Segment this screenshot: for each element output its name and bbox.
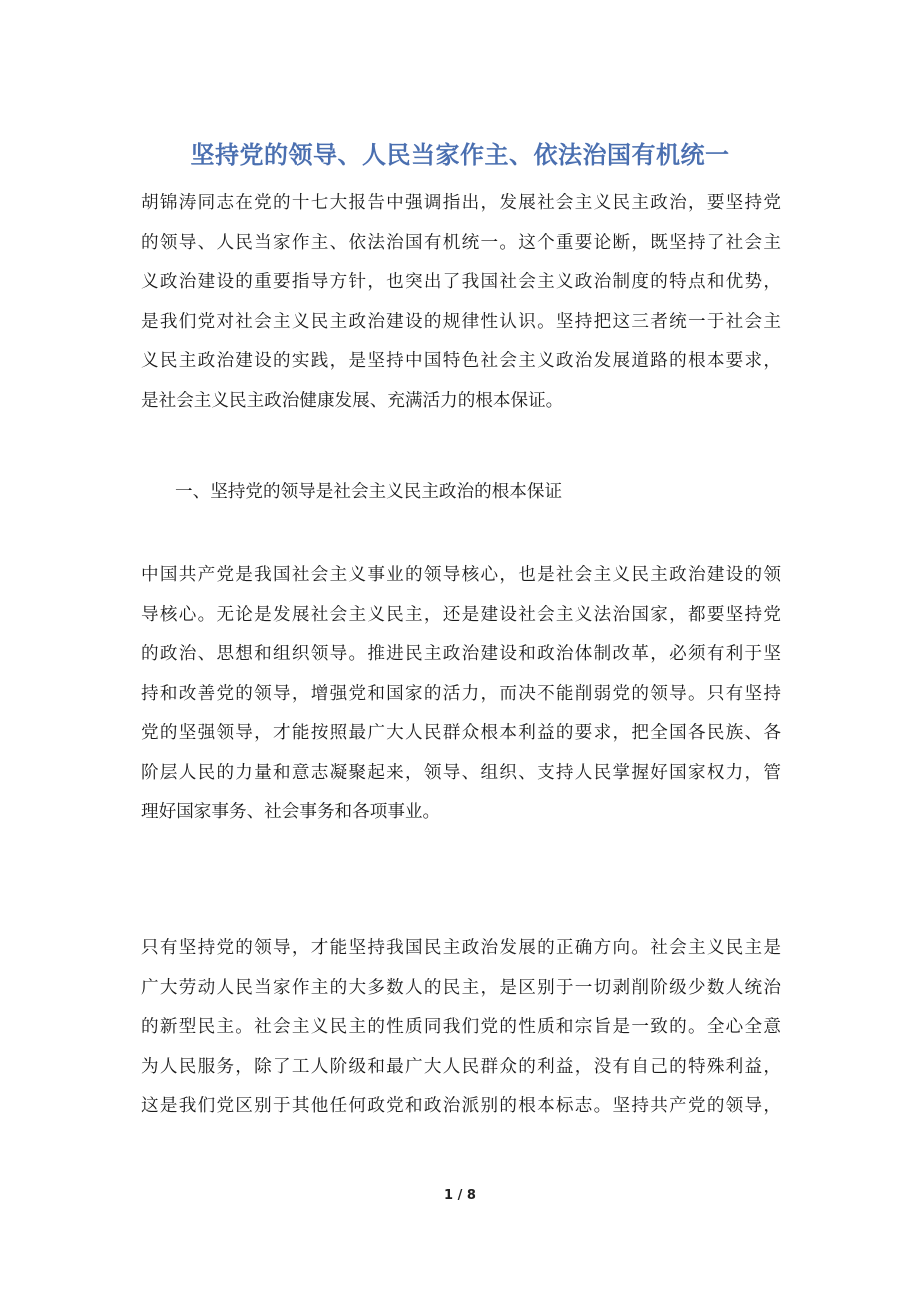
paragraph-section1-a	[141, 556, 781, 833]
text-line: 只有坚持党的领导，才能坚持我国民主政治发展的正确方向。社会主义民主是	[141, 938, 781, 958]
paragraph-section1-b	[141, 929, 781, 1127]
text-line: 胡锦涛同志在党的十七大报告中强调指出，发展社会主义民主政治，要坚持党	[141, 193, 781, 213]
text-line: 的领导、人民当家作主、依法治国有机统一。这个重要论断，既坚持了社会主	[141, 232, 781, 253]
text-line: 导核心。无论是发展社会主义民主，还是建设社会主义法治国家，都要坚持党	[141, 604, 781, 625]
paragraph-intro	[141, 184, 781, 421]
text-line: 阶层人民的力量和意志凝聚起来，领导、组织、支持人民掌握好国家权力，管	[141, 762, 781, 783]
text-line: 是我们党对社会主义民主政治建设的规律性认识。坚持把这三者统一于社会主	[141, 311, 781, 332]
text-line: 义政治建设的重要指导方针，也突出了我国社会主义政治制度的特点和优势，	[141, 272, 781, 292]
page-number: 1 / 8	[444, 1188, 476, 1203]
text-line: 为人民服务，除了工人阶级和最广大人民群众的利益，没有自己的特殊利益，	[141, 1056, 781, 1077]
text-line: 的政治、思想和组织领导。推进民主政治建设和政治体制改革，必须有利于坚	[141, 644, 781, 664]
text-line: 党的坚强领导，才能按照最广大人民群众根本利益的要求，把全国各民族、各	[141, 723, 781, 743]
text-line: 中国共产党是我国社会主义事业的领导核心，也是社会主义民主政治建设的领	[141, 565, 781, 585]
text-line: 这是我们党区别于其他任何政党和政治派别的根本标志。坚持共产党的领导，	[141, 1096, 781, 1116]
text-line: 广大劳动人民当家作主的大多数人的民主，是区别于一切剥削阶级少数人统治	[141, 977, 781, 998]
text-line: 的新型民主。社会主义民主的性质同我们党的性质和宗旨是一致的。全心全意	[141, 1017, 781, 1037]
text-line: 持和改善党的领导，增强党和国家的活力，而决不能削弱党的领导。只有坚持	[141, 683, 781, 704]
text-line: 是社会主义民主政治健康发展、充满活力的根本保证。	[141, 390, 564, 411]
document-title: 坚持党的领导、人民当家作主、依法治国有机统一	[190, 141, 730, 169]
text-line: 理好国家事务、社会事务和各项事业。	[141, 802, 441, 822]
text-line: 义民主政治建设的实践，是坚持中国特色社会主义政治发展道路的根本要求，	[141, 351, 781, 371]
section-heading: 一、坚持党的领导是社会主义民主政治的根本保证	[175, 482, 563, 502]
